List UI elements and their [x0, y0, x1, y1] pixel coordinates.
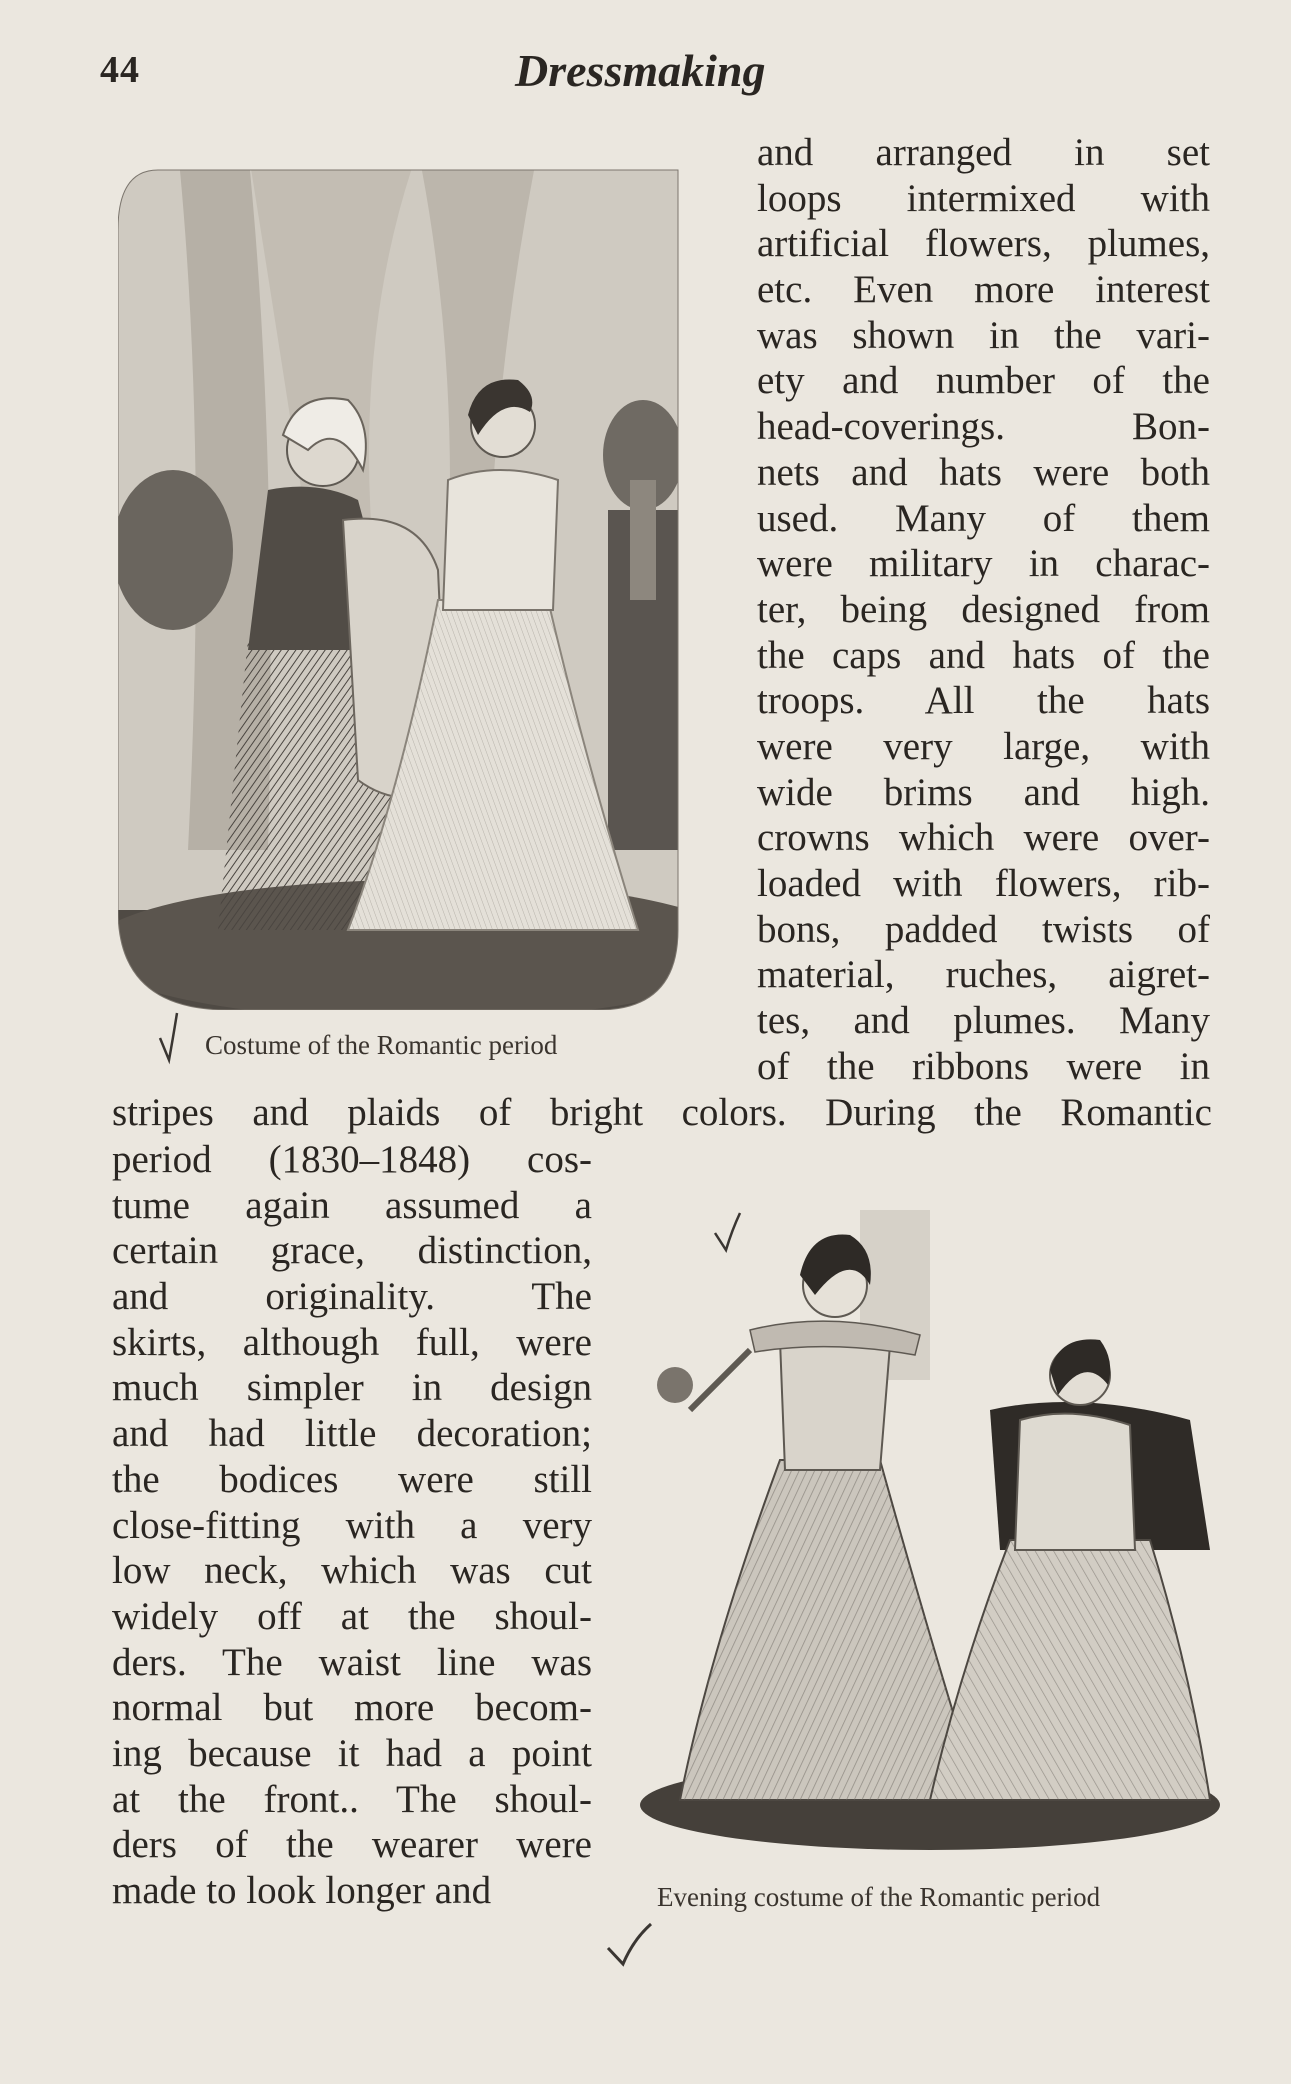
text-line: head-coverings. Bon-	[757, 405, 1210, 449]
text-line: tume again assumed a	[112, 1183, 592, 1227]
text-line: were very large, with	[757, 724, 1210, 768]
text-line: much simpler in design	[112, 1366, 592, 1410]
text-line: period (1830–1848) cos-	[112, 1138, 592, 1181]
text-line: low neck, which was cut	[112, 1549, 592, 1593]
text-line: ter, being designed from	[757, 587, 1210, 631]
text-line: the bodices were still	[112, 1457, 592, 1501]
running-head: Dressmaking	[515, 45, 766, 96]
text-line: close-fitting with a very	[112, 1503, 592, 1547]
page-header	[0, 44, 1291, 104]
text-line: ders of the wearer were	[112, 1823, 592, 1867]
text-line: troops. All the hats	[757, 679, 1210, 723]
text-line: and originality. The	[112, 1275, 592, 1319]
text-column-left	[112, 1137, 592, 1914]
text-line: tes, and plumes. Many	[757, 999, 1210, 1043]
text-line: certain grace, distinction,	[112, 1229, 592, 1273]
text-line: made to look longer and	[112, 1869, 492, 1912]
page-number: 44	[100, 49, 140, 91]
text-line: ing because it had a point	[112, 1731, 592, 1775]
text-line: was shown in the vari-	[757, 313, 1210, 357]
text-line: used. Many of them	[757, 496, 1210, 540]
text-line: were military in charac-	[757, 542, 1210, 586]
text-line: at the front.. The shoul-	[112, 1777, 592, 1821]
text-line: nets and hats were both	[757, 450, 1210, 494]
text-line: ety and number of the	[757, 359, 1210, 403]
text-line: bons, padded twists of	[757, 907, 1210, 951]
tick-mark-icon	[155, 1008, 185, 1068]
text-line: crowns which were over-	[757, 816, 1210, 860]
text-line: stripes and plaids of bright colors. During the Romantic	[112, 1091, 1212, 1134]
figure-caption: Evening costume of the Romantic period	[657, 1882, 1101, 1912]
text-line: ders. The waist line was	[112, 1640, 592, 1684]
text-line: etc. Even more interest	[757, 268, 1210, 312]
text-line: of the ribbons were in	[757, 1044, 1210, 1088]
text-line: artificial flowers, plumes,	[757, 222, 1210, 266]
text-column-right	[757, 130, 1210, 1089]
text-line: wide brims and high.	[757, 770, 1210, 814]
tick-mark-icon	[605, 1920, 655, 1970]
text-line: the caps and hats of the	[757, 633, 1210, 677]
costume-illustration	[118, 150, 710, 1010]
text-line: loaded with flowers, rib-	[757, 862, 1210, 905]
figure-caption: Costume of the Romantic period	[205, 1030, 558, 1060]
text-line: and arranged in set	[757, 131, 1210, 174]
text-line: skirts, although full, were	[112, 1320, 592, 1364]
text-line: and had little decoration;	[112, 1412, 592, 1456]
text-line: loops intermixed with	[757, 176, 1210, 220]
tick-mark-icon	[712, 1208, 744, 1258]
text-line: normal but more becom-	[112, 1686, 592, 1730]
text-line: material, ruches, aigret-	[757, 953, 1210, 997]
text-full-width-line	[112, 1090, 1212, 1136]
text-line: widely off at the shoul-	[112, 1594, 592, 1638]
evening-costume-illustration	[630, 1170, 1220, 1860]
